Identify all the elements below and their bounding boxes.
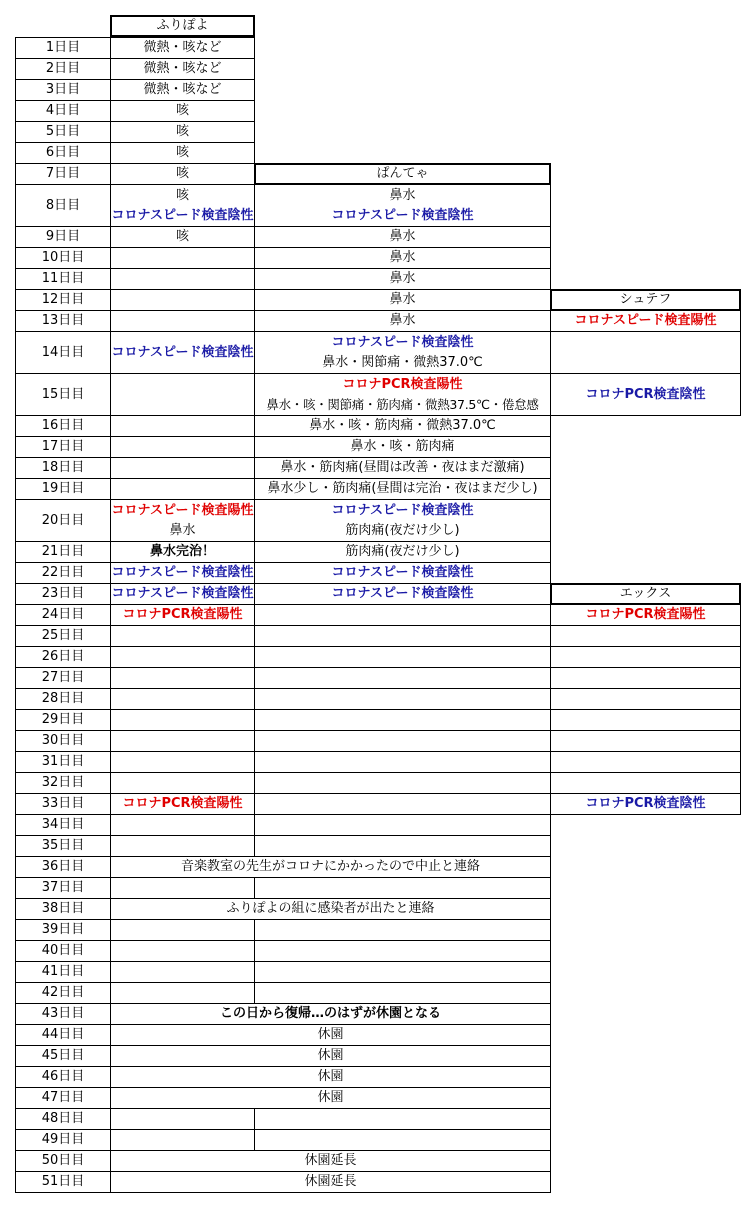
cell-third-person[interactable] [550,331,741,374]
day-label[interactable] [15,646,111,668]
day-label[interactable] [15,541,111,563]
cell-pantya[interactable] [254,562,551,584]
merged-note-cell[interactable] [110,1150,551,1172]
cell-pantya[interactable] [254,226,551,248]
cell-text: 休園 [317,1048,344,1063]
cell-furipoyo[interactable] [110,877,255,899]
day-label-text: 6日目 [45,145,81,160]
day-label[interactable] [15,100,111,122]
day-label[interactable] [15,37,111,59]
cell-furipoyo[interactable] [110,289,255,311]
day-label-text: 22日目 [41,565,85,580]
day-label-text: 33日目 [41,796,85,811]
cell-furipoyo[interactable] [110,688,255,710]
cell-furipoyo[interactable] [110,646,255,668]
cell-furipoyo[interactable] [110,625,255,647]
day-label-text: 9日目 [45,229,81,244]
day-label-text: 1日目 [45,40,81,55]
day-label-text: 18日目 [41,460,85,475]
cell-furipoyo[interactable] [110,814,255,836]
cell-text: 鼻水 [389,250,416,265]
day-label-text: 27日目 [41,670,85,685]
day-label-text: 5日目 [45,124,81,139]
day-label[interactable] [15,1003,111,1025]
cell-furipoyo[interactable] [110,604,255,626]
cell-third-person[interactable] [550,604,741,626]
cell-furipoyo[interactable] [110,268,255,290]
cell-third-person[interactable] [550,709,741,731]
day-label[interactable] [15,814,111,836]
column-header-label: ぱんてゃ [376,166,429,181]
cell-furipoyo[interactable] [110,121,255,143]
day-label-text: 28日目 [41,691,85,706]
cell-pantya[interactable] [254,730,551,752]
cell-text: 休園延長 [304,1174,357,1189]
cell-text: 休園 [317,1069,344,1084]
day-label[interactable] [15,688,111,710]
cell-third-person[interactable] [550,310,741,332]
day-label-text: 29日目 [41,712,85,727]
day-label[interactable] [15,940,111,962]
cell-text: 咳 [175,145,189,160]
day-label[interactable] [15,835,111,857]
cell-pantya[interactable] [254,268,551,290]
cell-text: 咳 [175,103,189,118]
cell-pantya[interactable] [254,583,551,605]
column-header[interactable] [550,583,741,605]
cell-text: 鼻水 [389,187,416,203]
merged-note-cell[interactable] [110,1066,551,1088]
day-label[interactable] [15,1150,111,1172]
day-label[interactable] [15,1108,111,1130]
cell-furipoyo[interactable] [110,142,255,164]
cell-pantya[interactable] [254,247,551,269]
day-label[interactable] [15,457,111,479]
column-header[interactable] [550,289,741,311]
cell-furipoyo[interactable] [110,1129,255,1151]
cell-text: 鼻水完治！ [149,544,215,559]
day-label[interactable] [15,982,111,1004]
day-label[interactable] [15,1087,111,1109]
cell-third-person[interactable] [550,751,741,773]
cell-pantya[interactable] [254,625,551,647]
cell-furipoyo[interactable] [110,562,255,584]
day-label[interactable] [15,667,111,689]
cell-pantya[interactable] [254,436,551,458]
cell-furipoyo[interactable] [110,730,255,752]
merged-note-cell[interactable] [110,898,551,920]
cell-pantya[interactable] [254,793,551,815]
day-label-text: 15日目 [41,386,85,402]
cell-text: 鼻水 [389,229,416,244]
cell-text: 咳 [175,187,189,203]
cell-pantya[interactable] [254,604,551,626]
day-label[interactable] [15,163,111,185]
cell-text: コロナスピード検査陰性 [331,586,474,601]
cell-furipoyo[interactable] [110,163,255,185]
day-label[interactable] [15,961,111,983]
cell-pantya[interactable] [254,541,551,563]
cell-pantya[interactable] [254,310,551,332]
cell-furipoyo[interactable] [110,247,255,269]
cell-pantya[interactable] [254,331,551,374]
day-label-text: 39日目 [41,922,85,937]
day-label-text: 43日目 [41,1006,85,1021]
cell-text: 休園 [317,1090,344,1105]
cell-pantya[interactable] [254,478,551,500]
cell-text: コロナスピード検査陽性 [574,313,717,328]
day-label[interactable] [15,625,111,647]
cell-text: コロナスピード検査陰性 [331,565,474,580]
cell-furipoyo[interactable] [110,772,255,794]
cell-furipoyo[interactable] [110,58,255,80]
day-label[interactable] [15,478,111,500]
cell-text: 鼻水・咳・関節痛・筋肉痛・微熱37.5℃・倦怠感 [266,396,539,412]
cell-pantya[interactable] [254,919,551,941]
day-label-text: 37日目 [41,880,85,895]
day-label[interactable] [15,730,111,752]
day-label-text: 48日目 [41,1111,85,1126]
cell-text: コロナスピード検査陰性 [331,502,474,518]
cell-third-person[interactable] [550,730,741,752]
cell-pantya[interactable] [254,667,551,689]
day-label[interactable] [15,289,111,311]
day-label-text: 35日目 [41,838,85,853]
cell-furipoyo[interactable] [110,37,255,59]
cell-text: 音楽教室の先生がコロナにかかったので中止と連絡 [180,859,480,874]
cell-third-person[interactable] [550,667,741,689]
day-label-text: 46日目 [41,1069,85,1084]
cell-pantya[interactable] [254,751,551,773]
cell-furipoyo[interactable] [110,541,255,563]
cell-text: コロナスピード検査陰性 [111,344,254,360]
day-label[interactable] [15,898,111,920]
day-label-text: 14日目 [41,344,85,360]
day-label[interactable] [15,1045,111,1067]
cell-text: 微熱・咳など [143,61,222,76]
cell-text: 鼻水 [169,522,196,538]
cell-text: コロナPCR検査陽性 [122,607,243,622]
column-header[interactable] [254,163,551,185]
cell-text: コロナスピード検査陰性 [331,334,474,350]
cell-furipoyo[interactable] [110,940,255,962]
cell-text: 鼻水・咳・筋肉痛 [350,439,455,454]
day-label[interactable] [15,709,111,731]
cell-pantya[interactable] [254,709,551,731]
cell-text: 微熱・咳など [143,40,222,55]
cell-text: この日から復帰…のはずが休園となる [219,1006,441,1021]
day-label[interactable] [15,562,111,584]
cell-furipoyo[interactable] [110,226,255,248]
day-label-text: 21日目 [41,544,85,559]
cell-furipoyo[interactable] [110,478,255,500]
cell-furipoyo[interactable] [110,457,255,479]
cell-text: コロナPCR検査陰性 [585,386,706,402]
cell-furipoyo[interactable] [110,331,255,374]
day-label-text: 13日目 [41,313,85,328]
cell-text: コロナスピード検査陰性 [331,207,474,223]
day-label[interactable] [15,1066,111,1088]
day-label-text: 26日目 [41,649,85,664]
cell-furipoyo[interactable] [110,835,255,857]
day-label-text: 11日目 [41,271,85,286]
cell-pantya[interactable] [254,835,551,857]
cell-furipoyo[interactable] [110,583,255,605]
cell-text: コロナスピード検査陰性 [111,207,254,223]
cell-text: 鼻水 [389,271,416,286]
cell-furipoyo[interactable] [110,751,255,773]
cell-furipoyo[interactable] [110,310,255,332]
cell-text: 休園延長 [304,1153,357,1168]
day-label-text: 23日目 [41,586,85,601]
cell-pantya[interactable] [254,877,551,899]
cell-furipoyo[interactable] [110,793,255,815]
cell-text: コロナスピード検査陰性 [111,586,254,601]
cell-text: コロナスピード検査陽性 [111,502,254,518]
cell-text: 筋肉痛(夜だけ少し) [345,522,460,538]
cell-furipoyo[interactable] [110,373,255,416]
day-label[interactable] [15,184,111,227]
merged-note-cell[interactable] [110,1087,551,1109]
cell-text: コロナスピード検査陰性 [111,565,254,580]
merged-note-cell[interactable] [110,856,551,878]
cell-third-person[interactable] [550,793,741,815]
cell-text: 咳 [175,229,189,244]
day-label[interactable] [15,310,111,332]
day-label-text: 8日目 [45,197,81,213]
cell-text: ふりぽよの組に感染者が出たと連絡 [226,901,435,916]
day-label[interactable] [15,1129,111,1151]
day-label-text: 24日目 [41,607,85,622]
column-header[interactable] [110,15,255,37]
day-label[interactable] [15,58,111,80]
cell-pantya[interactable] [254,184,551,227]
column-header-label: ふりぽよ [156,18,209,33]
day-label-text: 25日目 [41,628,85,643]
day-label[interactable] [15,1171,111,1193]
cell-text: コロナPCR検査陰性 [585,796,706,811]
cell-furipoyo[interactable] [110,79,255,101]
cell-furipoyo[interactable] [110,499,255,542]
day-label[interactable] [15,877,111,899]
day-label-text: 30日目 [41,733,85,748]
day-label-text: 12日目 [41,292,85,307]
day-label[interactable] [15,373,111,416]
cell-pantya[interactable] [254,772,551,794]
merged-note-cell[interactable] [110,1024,551,1046]
day-label-text: 19日目 [41,481,85,496]
day-label-text: 32日目 [41,775,85,790]
day-label[interactable] [15,121,111,143]
cell-furipoyo[interactable] [110,415,255,437]
day-label-text: 17日目 [41,439,85,454]
day-label[interactable] [15,856,111,878]
day-label[interactable] [15,583,111,605]
cell-text: 咳 [175,166,189,181]
cell-pantya[interactable] [254,688,551,710]
cell-third-person[interactable] [550,646,741,668]
day-label-text: 34日目 [41,817,85,832]
cell-text: コロナPCR検査陽性 [585,607,706,622]
day-label[interactable] [15,436,111,458]
cell-text: 微熱・咳など [143,82,222,97]
day-label[interactable] [15,79,111,101]
day-label[interactable] [15,604,111,626]
day-label-text: 47日目 [41,1090,85,1105]
day-label[interactable] [15,751,111,773]
day-label[interactable] [15,793,111,815]
day-label-text: 38日目 [41,901,85,916]
day-label-text: 7日目 [45,166,81,181]
day-label-text: 45日目 [41,1048,85,1063]
cell-text: 咳 [175,124,189,139]
day-label[interactable] [15,247,111,269]
day-label-text: 16日目 [41,418,85,433]
merged-note-cell[interactable] [110,1045,551,1067]
cell-pantya[interactable] [254,289,551,311]
cell-pantya[interactable] [254,940,551,962]
cell-text: 筋肉痛(夜だけ少し) [345,544,460,559]
cell-third-person[interactable] [550,373,741,416]
cell-pantya[interactable] [254,646,551,668]
column-header-label: エックス [619,586,672,601]
cell-text: 鼻水・筋肉痛(昼間は改善・夜はまだ激痛) [280,460,525,475]
day-label-text: 4日目 [45,103,81,118]
day-label-text: 10日目 [41,250,85,265]
day-label-text: 51日目 [41,1174,85,1189]
day-label-text: 44日目 [41,1027,85,1042]
day-label[interactable] [15,268,111,290]
cell-text: 鼻水 [389,292,416,307]
cell-furipoyo[interactable] [110,667,255,689]
cell-furipoyo[interactable] [110,436,255,458]
cell-text: 鼻水少し・筋肉痛(昼間は完治・夜はまだ少し) [267,481,538,496]
cell-pantya[interactable] [254,1108,551,1130]
cell-furipoyo[interactable] [110,184,255,227]
cell-third-person[interactable] [550,625,741,647]
day-label[interactable] [15,331,111,374]
cell-pantya[interactable] [254,982,551,1004]
cell-third-person[interactable] [550,772,741,794]
day-label-text: 31日目 [41,754,85,769]
cell-furipoyo[interactable] [110,1108,255,1130]
day-label[interactable] [15,415,111,437]
day-label-text: 36日目 [41,859,85,874]
cell-text: 鼻水・咳・筋肉痛・微熱37.0℃ [309,418,496,433]
day-label[interactable] [15,226,111,248]
day-label-text: 49日目 [41,1132,85,1147]
day-label[interactable] [15,499,111,542]
day-label-text: 42日目 [41,985,85,1000]
cell-furipoyo[interactable] [110,961,255,983]
cell-pantya[interactable] [254,373,551,416]
day-label-text: 41日目 [41,964,85,979]
merged-note-cell[interactable] [110,1003,551,1025]
cell-furipoyo[interactable] [110,100,255,122]
cell-third-person[interactable] [550,688,741,710]
merged-note-cell[interactable] [110,1171,551,1193]
day-label[interactable] [15,142,111,164]
day-label-text: 20日目 [41,512,85,528]
day-label[interactable] [15,772,111,794]
day-label-text: 50日目 [41,1153,85,1168]
cell-pantya[interactable] [254,457,551,479]
cell-text: コロナPCR検査陽性 [342,376,463,392]
cell-text: コロナPCR検査陽性 [122,796,243,811]
day-label[interactable] [15,1024,111,1046]
cell-furipoyo[interactable] [110,709,255,731]
day-label-text: 3日目 [45,82,81,97]
cell-pantya[interactable] [254,1129,551,1151]
day-label-text: 2日目 [45,61,81,76]
cell-pantya[interactable] [254,814,551,836]
cell-text: 鼻水 [389,313,416,328]
cell-text: 鼻水・関節痛・微熱37.0℃ [322,354,483,370]
cell-text: 休園 [317,1027,344,1042]
cell-furipoyo[interactable] [110,919,255,941]
cell-furipoyo[interactable] [110,982,255,1004]
cell-pantya[interactable] [254,961,551,983]
cell-pantya[interactable] [254,499,551,542]
day-label-text: 40日目 [41,943,85,958]
day-label[interactable] [15,919,111,941]
cell-pantya[interactable] [254,415,551,437]
column-header-label: シュテフ [619,292,672,307]
